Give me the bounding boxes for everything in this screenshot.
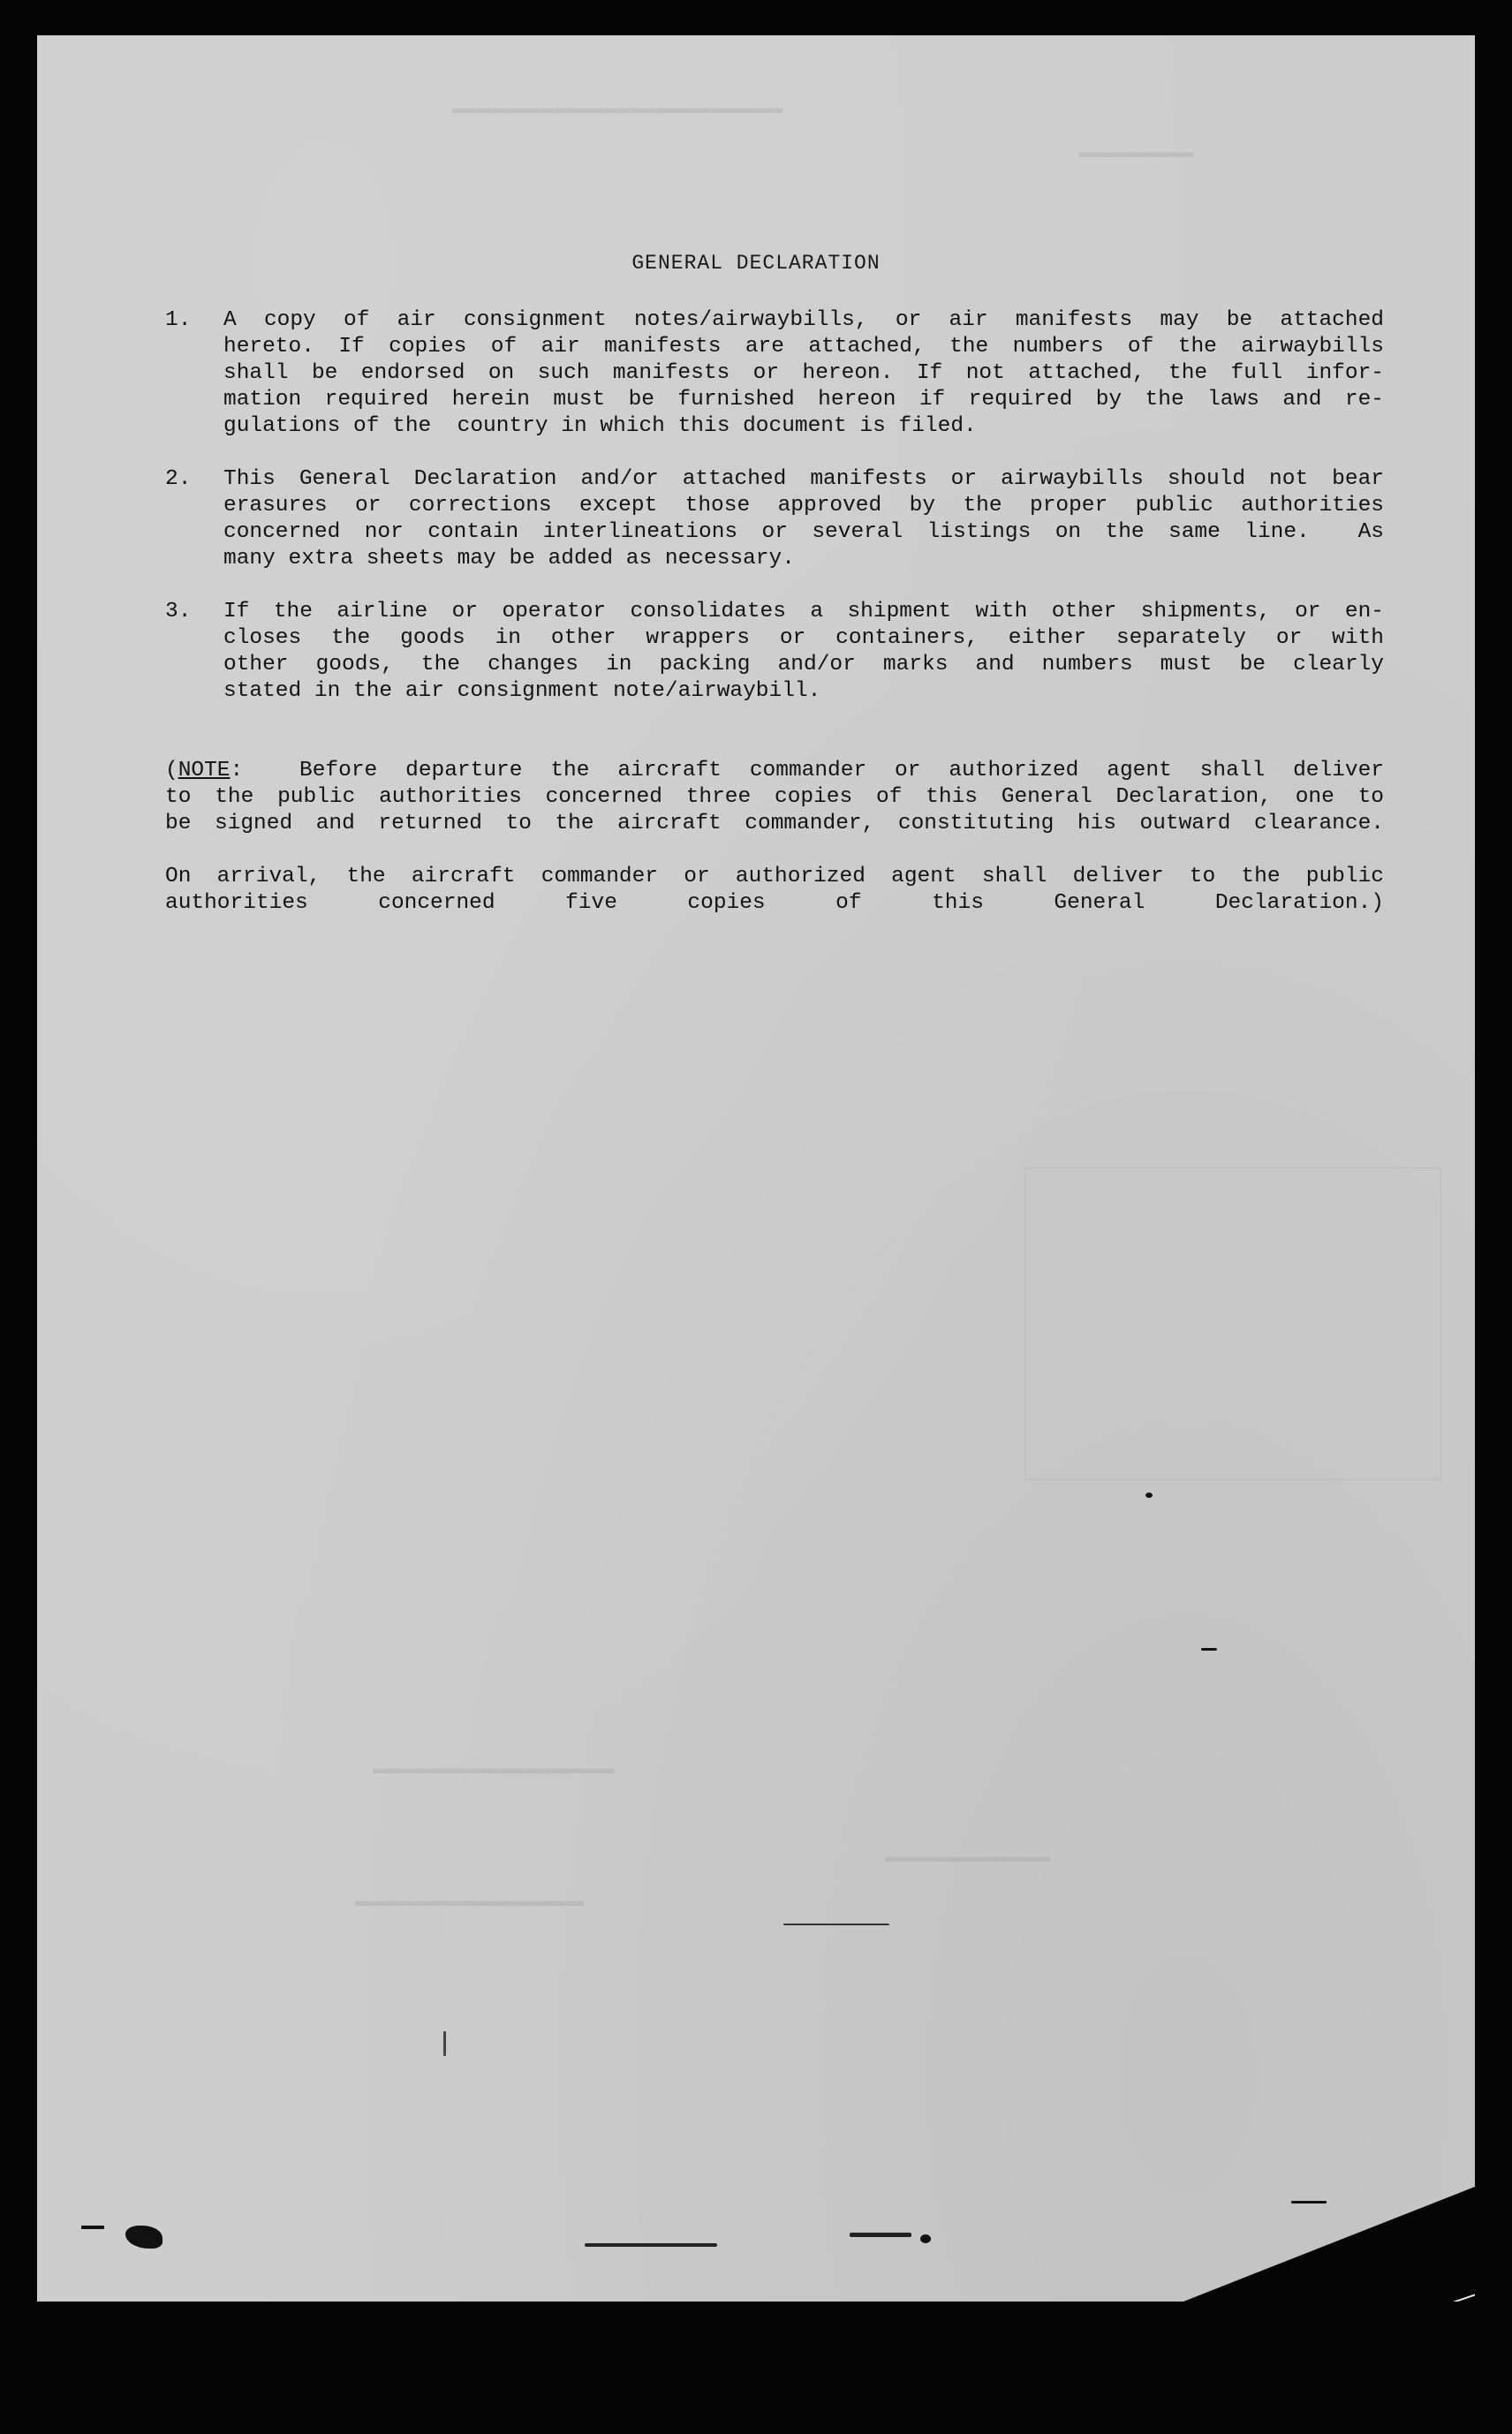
item-number: 2. bbox=[165, 467, 192, 491]
item-number: 3. bbox=[165, 600, 192, 624]
note-line: to the public authorities concerned three copies of this General Declaration, one to bbox=[165, 785, 1384, 809]
item-text bbox=[223, 466, 1384, 572]
bleed-through-box bbox=[1024, 1168, 1441, 1480]
ink-speck bbox=[443, 2031, 446, 2056]
note-first-line-text: : Before departure the aircraft commander or authorized agent shall deliver bbox=[230, 759, 1384, 782]
text-line: gulations of the country in which this document is filed. bbox=[223, 414, 977, 438]
text-line: concerned nor contain interlineations or several listings on the same line. As bbox=[223, 520, 1384, 544]
document-page bbox=[37, 35, 1475, 2302]
note-line: On arrival, the aircraft commander or authorized agent shall deliver to the public bbox=[165, 865, 1384, 888]
note-first-line: (NOTE: Before departure the aircraft commander or authorized agent shall deliver bbox=[165, 759, 1384, 782]
ink-speck bbox=[783, 1924, 889, 1925]
text-line: hereto. If copies of air manifests are attached, the numbers of the airwaybills bbox=[223, 335, 1384, 359]
ink-speck bbox=[81, 2226, 104, 2229]
ink-blot bbox=[125, 2226, 163, 2249]
text-line: many extra sheets may be added as necessary. bbox=[223, 547, 795, 571]
bleed-through-mark: ▬▬▬▬▬▬▬▬▬▬▬▬▬ bbox=[885, 1846, 1051, 1870]
note-label: NOTE bbox=[178, 759, 231, 782]
bleed-through-mark: ▬▬▬▬▬▬▬▬▬▬▬▬▬▬▬▬▬▬▬▬▬▬▬▬▬▬ bbox=[452, 97, 783, 121]
ink-speck bbox=[1201, 1648, 1217, 1651]
text-line: mation required herein must be furnished hereon if required by the laws and re- bbox=[223, 388, 1384, 412]
text-line: If the airline or operator consolidates a shipment with other shipments, or en- bbox=[223, 600, 1384, 624]
ink-speck bbox=[585, 2243, 717, 2247]
ink-speck bbox=[850, 2233, 911, 2237]
text-line: This General Declaration and/or attached manifests or airwaybills should not bear bbox=[223, 467, 1384, 491]
ink-speck bbox=[1145, 1493, 1153, 1498]
text-line: stated in the air consignment note/airwaybill. bbox=[223, 679, 821, 703]
text-line: other goods, the changes in packing and/or marks and numbers must be clearly bbox=[223, 653, 1384, 677]
folded-corner bbox=[1183, 2187, 1475, 2302]
note-line: authorities concerned five copies of this General Declaration.) bbox=[165, 891, 1384, 915]
note-block bbox=[165, 758, 1384, 837]
note-arrival-block bbox=[165, 864, 1384, 917]
bleed-through-mark: ▬▬▬▬▬▬▬▬▬▬▬▬▬▬▬▬▬▬ bbox=[355, 1890, 585, 1914]
bleed-through-mark: ▬▬▬▬▬▬▬▬▬ bbox=[1079, 141, 1194, 165]
note-line: be signed and returned to the aircraft commander, constituting his outward clearance. bbox=[165, 812, 1384, 835]
text-line: A copy of air consignment notes/airwaybills, or air manifests may be attached bbox=[223, 308, 1384, 332]
text-line: erasures or corrections except those approved by the proper public authorities bbox=[223, 494, 1384, 518]
item-text bbox=[223, 307, 1384, 440]
ink-speck bbox=[920, 2234, 931, 2243]
document-title: GENERAL DECLARATION bbox=[631, 252, 881, 275]
item-text bbox=[223, 599, 1384, 705]
text-line: closes the goods in other wrappers or containers, either separately or with bbox=[223, 626, 1384, 650]
bleed-through-mark: ▬▬▬▬▬▬▬▬▬▬▬▬▬▬▬▬▬▬▬ bbox=[373, 1757, 615, 1781]
item-number: 1. bbox=[165, 308, 192, 332]
text-line: shall be endorsed on such manifests or hereon. If not attached, the full infor- bbox=[223, 361, 1384, 385]
